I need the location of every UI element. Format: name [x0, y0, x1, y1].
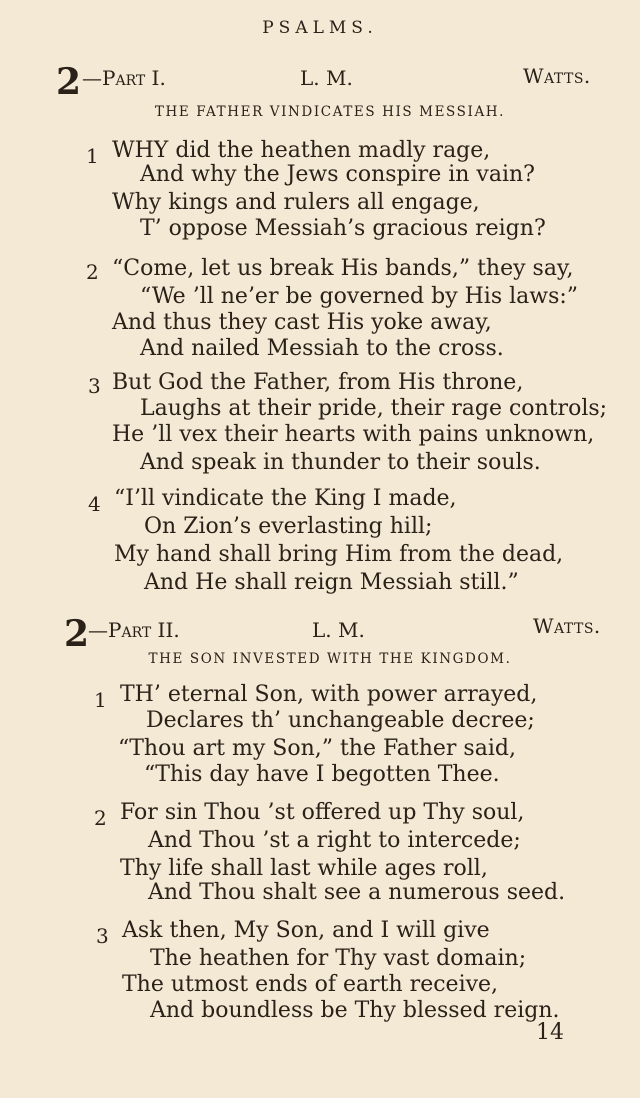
verse-line: Laughs at their pride, their rage controls;: [140, 396, 608, 421]
verse-line: “We ’ll ne’er be governed by His laws:”: [140, 284, 579, 309]
stanza-number: 1: [94, 688, 107, 712]
hymn-part: —Part II.: [88, 618, 180, 642]
verse-line: Declares th’ unchangeable decree;: [146, 708, 535, 733]
verse-line: And boundless be Thy blessed reign.: [150, 998, 560, 1023]
verse-line: “This day have I begotten Thee.: [144, 762, 500, 787]
stanza-number: 3: [96, 924, 109, 948]
page-number: 14: [536, 1020, 564, 1045]
stanza-number: 2: [94, 806, 107, 830]
verse-line: The utmost ends of earth receive,: [122, 972, 499, 997]
stanza-number: 2: [86, 260, 99, 284]
verse-line: The heathen for Thy vast domain;: [150, 946, 527, 971]
verse-line: “I’ll vindicate the King I made,: [114, 486, 457, 511]
stanza-number: 1: [86, 144, 99, 168]
verse-line: He ’ll vex their hearts with pains unknown,: [112, 422, 595, 447]
verse-line: And He shall reign Messiah still.”: [144, 570, 519, 595]
hymn-number: 2: [56, 61, 82, 103]
verse-line: Why kings and rulers all engage,: [112, 190, 480, 215]
verse-line: And why the Jews conspire in vain?: [140, 162, 535, 187]
verse-line: T’ oppose Messiah’s gracious reign?: [140, 216, 546, 241]
hymn-header: [0, 60, 640, 103]
verse-line: On Zion’s everlasting hill;: [144, 514, 433, 539]
verse-line: “Thou art my Son,” the Father said,: [118, 736, 516, 761]
verse-line: And Thou shalt see a numerous seed.: [148, 880, 566, 905]
verse-line: Thy life shall last while ages roll,: [120, 856, 488, 881]
verse-line: And nailed Messiah to the cross.: [140, 336, 504, 361]
verse-line: And speak in thunder to their souls.: [140, 450, 541, 475]
stanza-number: 4: [88, 492, 101, 516]
hymn-header: [0, 610, 640, 655]
verse-line: TH’ eternal Son, with power arrayed,: [120, 682, 538, 707]
hymn-author: Watts.: [523, 64, 591, 88]
stanza-number: 3: [88, 374, 101, 398]
verse-line: And Thou ’st a right to intercede;: [148, 828, 521, 853]
hymn-subtitle: THE FATHER VINDICATES HIS MESSIAH.: [154, 104, 506, 120]
hymn-number: 2: [64, 613, 90, 655]
hymn-part: —Part I.: [82, 66, 166, 90]
verse-line: For sin Thou ’st offered up Thy soul,: [120, 800, 525, 825]
verse-line: WHY did the heathen madly rage,: [112, 138, 491, 163]
hymn-author: Watts.: [533, 614, 601, 638]
verse-line: Ask then, My Son, and I will give: [122, 918, 490, 943]
verse-line: But God the Father, from His throne,: [112, 370, 524, 395]
verse-line: “Come, let us break His bands,” they say,: [112, 256, 574, 281]
running-head: PSALMS.: [262, 18, 378, 38]
verse-line: My hand shall bring Him from the dead,: [114, 542, 564, 567]
hymn-meter: L. M.: [300, 66, 353, 90]
verse-line: And thus they cast His yoke away,: [112, 310, 492, 335]
hymn-subtitle: THE SON INVESTED WITH THE KINGDOM.: [148, 651, 512, 667]
hymn-meter: L. M.: [312, 618, 365, 642]
